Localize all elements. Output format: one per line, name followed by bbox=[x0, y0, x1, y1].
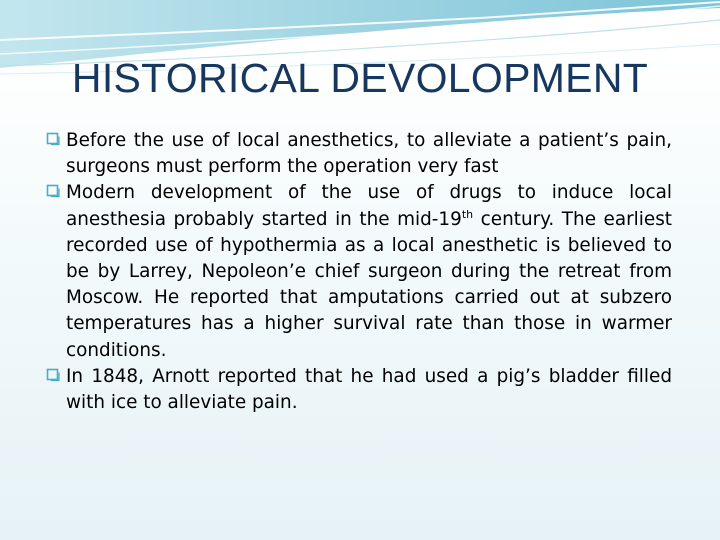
hollow-square-bullet-icon bbox=[46, 132, 60, 146]
bullet-item bbox=[46, 364, 672, 416]
bullet-text: Before the use of local anesthetics, to alleviate a patient’s pain, surgeons must perform the operation very fast bbox=[66, 130, 672, 178]
bullet-list bbox=[46, 128, 672, 416]
hollow-square-bullet-icon bbox=[46, 368, 60, 382]
bullet-text: In 1848, Arnott reported that he had used a pig’s bladder filled with ice to alleviate pain. bbox=[66, 365, 672, 414]
bullet-item bbox=[46, 180, 672, 363]
bullet-text: Modern development of the use of drugs to induce local anesthesia probably started in the mid-19 bbox=[66, 182, 672, 230]
hollow-square-bullet-icon bbox=[46, 184, 60, 198]
bullet-text-continued: century. The earliest recorded use of hypothermia as a local anesthetic is believed to be by Larrey, Nepoleon’e chief surgeon during the retreat from Moscow. He reported that amputations carried out at subzero temperatures has a higher survival rate than those in warmer conditions. bbox=[66, 208, 673, 361]
slide-title: HISTORICAL DEVOLOPMENT bbox=[71, 55, 649, 101]
superscript-th: th bbox=[461, 207, 474, 221]
bullet-item bbox=[46, 128, 672, 180]
